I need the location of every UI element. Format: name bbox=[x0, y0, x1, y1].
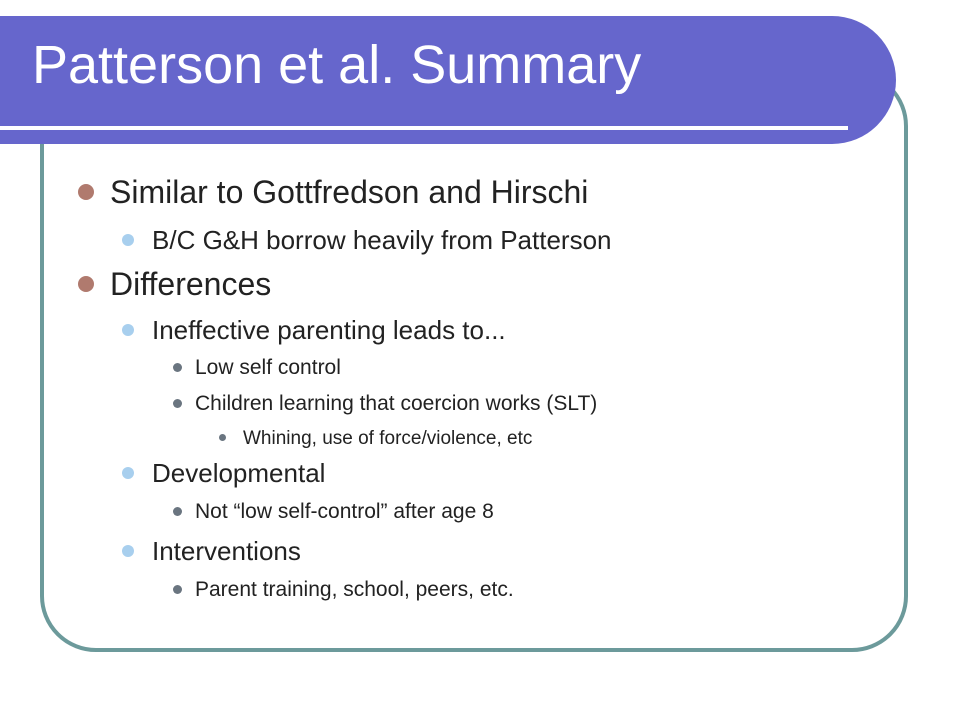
bullet-dot-icon bbox=[122, 324, 134, 336]
bullet-text: Differences bbox=[110, 266, 272, 302]
bullet-dot-icon bbox=[122, 467, 134, 479]
bullet-item bbox=[195, 393, 597, 414]
bullet-item bbox=[152, 460, 325, 486]
bullet-dot-icon bbox=[78, 276, 94, 292]
bullet-item bbox=[195, 579, 514, 600]
slide-title: Patterson et al. Summary bbox=[32, 35, 642, 95]
bullet-text: Low self control bbox=[195, 356, 341, 379]
bullet-text: Interventions bbox=[152, 536, 301, 566]
bullet-text: Parent training, school, peers, etc. bbox=[195, 578, 514, 601]
bullet-text: Similar to Gottfredson and Hirschi bbox=[110, 174, 589, 210]
bullet-dot-icon bbox=[122, 234, 134, 246]
bullet-text: B/C G&H borrow heavily from Patterson bbox=[152, 225, 612, 255]
bullet-dot-icon bbox=[219, 434, 226, 441]
bullet-item bbox=[195, 357, 341, 378]
bullet-dot-icon bbox=[173, 399, 182, 408]
bullet-dot-icon bbox=[173, 585, 182, 594]
bullet-item bbox=[152, 317, 506, 343]
bullet-dot-icon bbox=[173, 363, 182, 372]
bullet-text: Developmental bbox=[152, 458, 326, 488]
bullet-text: Not “low self-control” after age 8 bbox=[195, 500, 494, 523]
bullet-dot-icon bbox=[122, 545, 134, 557]
bullet-item bbox=[110, 268, 271, 300]
bullet-dot-icon bbox=[173, 507, 182, 516]
bullet-item bbox=[110, 176, 588, 208]
bullet-text: Ineffective parenting leads to... bbox=[152, 315, 506, 345]
bullet-item bbox=[152, 227, 612, 253]
bullet-dot-icon bbox=[78, 184, 94, 200]
bullet-item bbox=[243, 429, 532, 448]
bullet-text: Children learning that coercion works (SLT) bbox=[195, 392, 598, 415]
bullet-text: Whining, use of force/violence, etc bbox=[243, 428, 533, 449]
bullet-item bbox=[152, 538, 301, 564]
bullet-item bbox=[195, 501, 494, 522]
